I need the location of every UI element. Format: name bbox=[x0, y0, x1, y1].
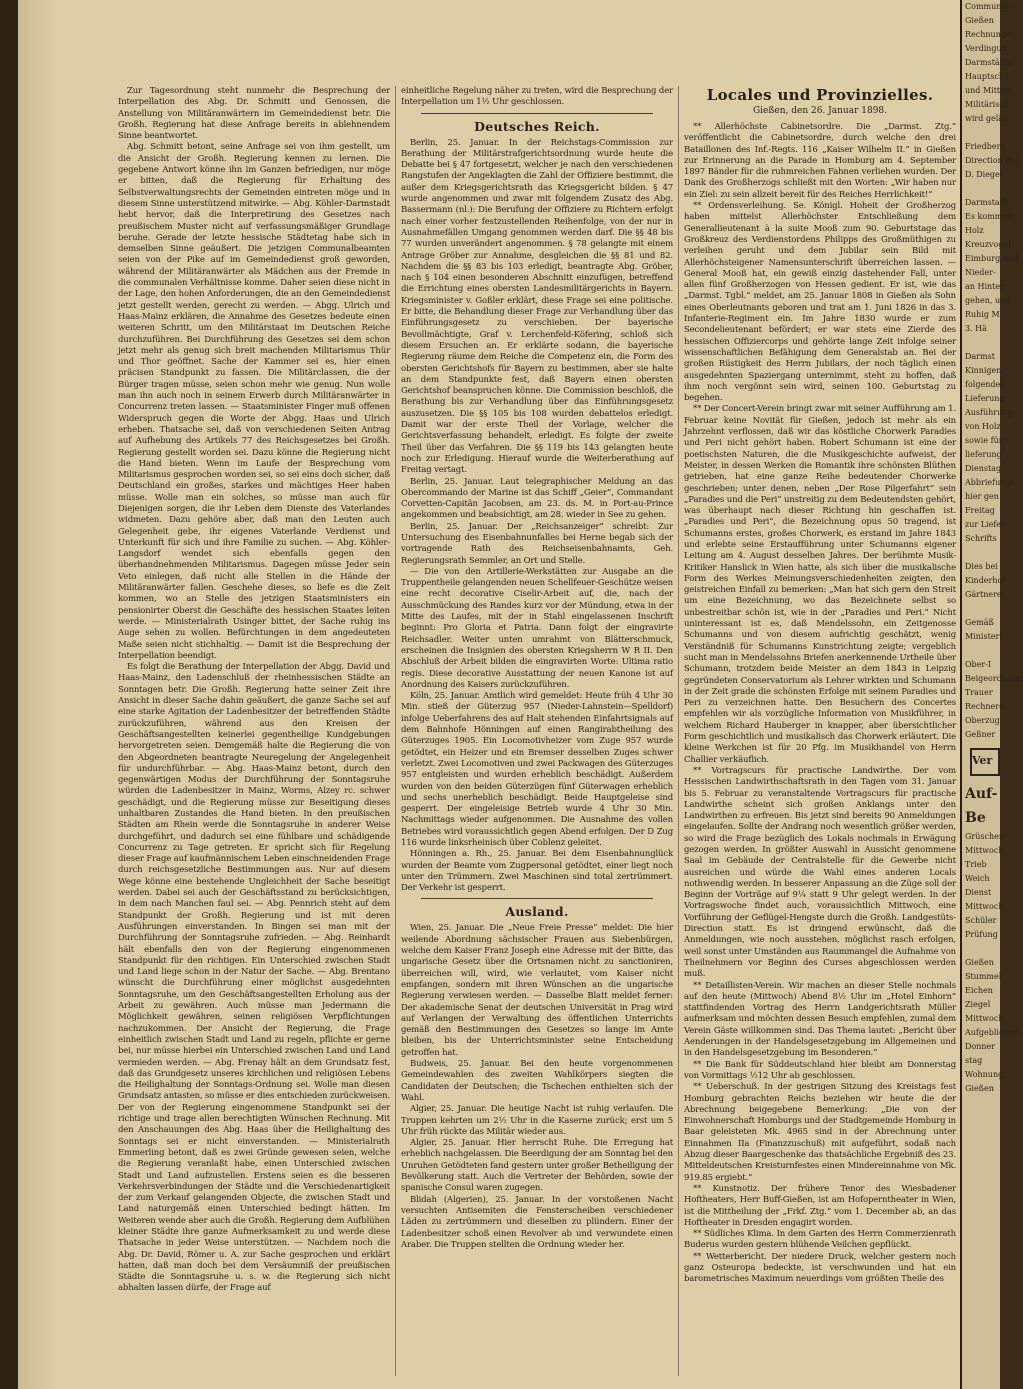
next-page-fragment: Trieb bbox=[965, 860, 987, 869]
next-page-fragment: Kinnigen bbox=[965, 366, 1002, 375]
next-page-fragment: Eichen bbox=[965, 986, 993, 995]
next-page-fragment: gehen, und bbox=[965, 296, 1011, 305]
section-heading-ausland: Ausland. bbox=[505, 904, 569, 920]
local-news-item: ** Kunstnotiz. Der frühere Tenor des Wiesbadener Hoftheaters, Herr Buff-Gießen, ist am Hofoperntheater in Wien, ist die Mittheilung der „Frkf. Ztg.“ vom 1. December ab, an das Hoftheater in Dresden engagirt worden. bbox=[684, 1183, 956, 1228]
next-page-fragment: Stummel bbox=[965, 972, 1002, 981]
news-item: Budweis, 25. Januar. Bei den heute vorgenommenen Gemeindewahlen des zweiten Wahlkörpers siegten die Candidaten der Deutschen; die Tschechen enthielten sich der Wahl. bbox=[401, 1059, 673, 1103]
next-page-fragment: lieferung bbox=[965, 450, 1002, 459]
next-page-fragment bbox=[962, 942, 1000, 956]
next-page-fragment: Mittwoch bbox=[965, 902, 1004, 911]
dateline: Gießen, den 26. Januar 1898. bbox=[752, 106, 888, 116]
next-page-fragment: Darmst bbox=[965, 352, 995, 361]
news-item: Hönningen a. Rh., 25. Januar. Bei dem Eisenbahnunglück wurden der Beamte vom Zugpersonal getödtet, einer liegt noch unter den Trümmern. Zwei Maschinen sind total zertrümmert. Der Verkehr ist gesperrt. bbox=[401, 849, 673, 894]
next-page-fragment: 3. Hä bbox=[965, 324, 987, 333]
news-item: Berlin, 25. Januar. Der „Reichsanzeiger“ schreibt: Zur Untersuchung des Eisenbahnunfalles bei Herne begab sich der vortragende Rath des Reichseisenbahnamts, Geh. Regierungsrath Semmler, an Ort und Stelle. bbox=[401, 521, 673, 566]
book-binding-edge bbox=[0, 0, 18, 1389]
next-page-fragment: Trauer bbox=[965, 688, 993, 697]
local-news-item: ** Die Bank für Süddeutschland hier bleibt am Donnerstag von Vormittags ½12 Uhr ab geschlossen. bbox=[684, 1059, 956, 1081]
section-heading-locales: Locales und Provinzielles. bbox=[706, 86, 934, 104]
next-page-fragment: Schüler bbox=[965, 916, 997, 925]
next-page-fragment: sowie für bbox=[965, 436, 1003, 445]
next-page-fragment: Aufgeblieben bbox=[965, 1028, 1019, 1037]
next-page-fragment: Donner bbox=[965, 1042, 996, 1051]
news-item: — Die von den Artillerie-Werkstätten zur Ausgabe an die Truppentheile gelangenden neuen Schellfeuer-Geschütze weisen eine recht decorative Ciselir-Arbeit auf, die, nach der Ausschmückung des Randes kurz vor der Mündung, etwa in der Mitte des Laufes, mit der in Stahl eingelassenen Inschrift beginnt: Pro Gloria et Patria. Dann folgt der eingravirte Reichsadler. Weiter unten umrahmt von Blätterschmuck, erscheinen die Insignien des obersten Kriegsherrn W R II. Den Abschluß der Arbeit bilden die eingravirten Worte: Ultima ratio regis. Diese decorative Ausstattung der neuen Kanone ist auf Anordnung des Kaisers zurückzuführen. bbox=[401, 566, 673, 690]
next-page-fragment: Gemäß bbox=[965, 618, 994, 627]
next-page-fragment: Gießen bbox=[965, 16, 994, 25]
column-reich-ausland bbox=[401, 86, 673, 1251]
column-rule bbox=[395, 86, 396, 1376]
next-page-fragment: Ruhig M bbox=[965, 310, 1000, 319]
news-item: Algier, 25. Januar. Hier herrscht Ruhe. Die Erregung hat erheblich nachgelassen. Die Beerdigung der am Sonntag bei den Unruhen Getödteten fand gestern unter großer Betheiligung der Bevölkerung statt. Auch die Vertreter der Behörden, sowie der spanische Consul waren zugegen. bbox=[401, 1138, 673, 1194]
next-page-fragment: Holz bbox=[965, 226, 984, 235]
next-page-fragment: Grüschen bbox=[965, 832, 1004, 841]
next-page-fragment: Freitag bbox=[965, 506, 995, 515]
local-news-item: ** Südliches Klima. In dem Garten des Herrn Commerzienrath Buderus wurden gestern blühende Veilchen gepflückt. bbox=[684, 1229, 956, 1251]
next-page-fragment: Darmstadt bbox=[965, 198, 1009, 207]
next-page-fragment: Rechnerei bbox=[965, 702, 1007, 711]
column-landtag bbox=[118, 86, 390, 1295]
next-page-fragment: Prüfung bbox=[965, 930, 998, 939]
local-news-item: ** Wetterbericht. Der niedere Druck, welcher gestern noch ganz Osteuropa bedeckte, ist verschwunden und hat ein barometrisches Maximum neuerdings vom größten Theile des bbox=[684, 1251, 956, 1285]
next-page-fragment: Verdingun bbox=[965, 44, 1007, 53]
next-page-fragment: Dies bei bbox=[965, 562, 998, 571]
next-page-edge bbox=[962, 0, 1023, 1389]
next-page-fragment: Ober-I bbox=[965, 660, 992, 669]
news-item: Wien, 25. Januar. Die „Neue Freie Presse“ meldet: Die hier weilende Abordnung sächsischer Frauen aus Siebenbürgen, welche dem Kaiser Franz Joseph eine Adresse mit der Bitte, das ungarische Gesetz über die Ortsnamen nicht zu sanctioniren, überreichen will, wird, wie verlautet, vom Kaiser nicht empfangen, sondern mit ihren Wünschen an die ungarische Regierung verwiesen werden. — Dasselbe Blatt meldet ferner: Der akademische Senat der deutschen Universität in Prag wird auf Verlangen der Verwaltung des öffentlichen Unterrichts gemäß den Bestimmungen des Gesetzes so lange im Amte bleiben, bis der Unterrichtsminister seine Entscheidung getroffen hat. bbox=[401, 923, 673, 1058]
next-page-fragment: Gießen bbox=[965, 958, 994, 967]
news-item: Berlin, 25. Januar. Laut telegraphischer Meldung an das Obercommando der Marine ist das Schiff „Geier“, Commandant Corvetten-Capitän Jacobsen, am 23. ds. M. in Port-au-Prince angekommen und beabsichtigt, am 28. wieder in See zu gehen. bbox=[401, 476, 673, 521]
next-page-fragment: Militärisch bbox=[965, 100, 1009, 109]
next-page-fragment: Dienstag bbox=[965, 464, 1002, 473]
next-page-fragment: Communal- bbox=[965, 2, 1012, 11]
next-page-fragment: Geßner bbox=[965, 730, 996, 739]
next-page-fragment: Lieferung bbox=[965, 394, 1005, 403]
local-news-item: ** Ueberschuß. In der gestrigen Sitzung des Kreistags fest Homburg gebrachten Reichs beziehen wir heute die der Abrechnung beigegebene Bemerkung: „Die von der Einwohnerschaft Homburgs und der Stadtgemeinde Homburg in Baar geleisteten Mk. 4965 sind in der Abrechnung unter Einnahmen IIa (Finanzzuschuß) mit aufgeführt, sodaß nach Abzug dieser Baargeschenke das thatsächliche Ergebniß des 23. Mitteldeutschen Kreisturnfestes einen Mindereinnahme von Mk. 919.85 ergiebt.“ bbox=[684, 1082, 956, 1183]
next-page-fragment bbox=[962, 546, 1000, 560]
next-page-fragment: Beigeordneter bbox=[965, 674, 1023, 683]
article-paragraph: Zur Tagesordnung steht nunmehr die Besprechung der Interpellation des Abg. Dr. Schmitt und Genossen, die Anstellung von Militäranwärtern im Gemeindedienst betr. Die Großh. Regierung hat diese Anfrage bereits in ablehnendem Sinne beantwortet. bbox=[118, 86, 390, 142]
next-page-fragment: Ziegel bbox=[965, 1000, 991, 1009]
next-page-fragment: Hauptschü bbox=[965, 72, 1010, 81]
next-page-fragment bbox=[962, 126, 1000, 140]
local-news-item: ** Allerhöchste Cabinetsordre. Die „Darmst. Ztg.“ veröffentlicht die Cabinetsordre, durch welche den drei Bataillonen des Inf.-Regts. 116 „Kaiser Wilhelm II.“ in Gießen zur Erinnerung an die Parade in Homburg am 4. September 1897 Bänder für die ruhmreichen Fahnen verliehen wurden. Der Dank des Großherzogs schließt mit den Worten: „Wir haben nur ein Ziel: zu sein allzeit bereit für des Reiches Herrlichkeit!“ bbox=[684, 122, 956, 200]
section-divider bbox=[421, 898, 653, 899]
news-item: Berlin, 25. Januar. In der Reichstags-Commission zur Berathung der Militärstrafgerichtsordnung wurde heute die Debatte bei § 47 fortgesetzt, welcher je nach den verschiedenen Rangstufen der Angeklagten die Zahl der Offiziere bestimmt, die außer dem Kriegsgerichtsrath das Kriegsgericht bilden. § 47 wurde angenommen und zwar mit folgendem Zusatz des Abg. Bassermann (nl.): Die Berufung der Offiziere zu Richtern erfolgt nach einer vorher festzustellenden Reihenfolge, von der nur in Ausnahmefällen Umgang genommen werden darf. Die §§ 48 bis 77 wurden unverändert angenommen. § 78 gelangte mit einem Antrage Gröber zur Annahme, desgleichen die §§ 81 und 82. Nachdem die §§ 83 bis 103 erledigt, beantragte Abg. Gröber, nach § 104 einen besonderen Abschnitt einzufügen, betreffend die Errichtung eines obersten Landesmilitärgerichts in Bayern. Kriegsminister v. Goßler erklärt, diese Frage sei eine politische. Er bitte, die Behandlung dieser Frage zur Verhandlung über das Einführungsgesetz zu verschieben. Der bayerische Bevollmächtigte, Graf v. Lerchenfeld-Köfering, schloß sich diesem Ersuchen an. Er erklärte sodann, die bayerische Regierung räume dem Reiche die Competenz ein, die Form des obersten Gerichtshofs für Bayern zu bestimmen, aber sie halte an dem Standpunkte fest, daß Bayern einen obersten Gerichtshof beanspruchen könne. Die Commission beschloß, die Berathung bis zur Verhandlung über das Einführungsgesetz auszusetzen. Die §§ 105 bis 108 wurden debattelos erledigt. Damit war der erste Theil der Vorlage, welcher die Gerichtsverfassung behandelt, erledigt. Es folgte der zweite Theil über das Verfahren. Die §§ 119 bis 143 gelangten heute noch zur Erledigung. Hierauf wurde die Weiterberathung auf Freitag vertagt. bbox=[401, 137, 673, 476]
next-page-fragment: Wohnung bbox=[965, 1070, 1004, 1079]
next-page-ad-heading: Auf- bbox=[965, 786, 998, 802]
next-page-fragment: Mittwoch bbox=[965, 846, 1004, 855]
next-page-fragment: zur Liefer bbox=[965, 520, 1005, 529]
next-page-fragment: Eimburg und bbox=[965, 254, 1019, 263]
local-news-item: ** Vortragscurs für practische Landwirthe. Der vom Hessischen Landwirthschaftsrath in den Tagen vom 31. Januar bis 5. Februar zu veranstaltende Vortragscurs für practische Landwirthe scheint sich großen Anklangs unter den Landwirthen zu erfreuen. Bis jetzt sind bereits 90 Anmeldungen eingelaufen. Sollte der Andrang noch wesentlich größer werden, so wird die Frage bezüglich des Lokals nochmals in Erwägung gezogen werden. In größter Auswahl in Aussicht genommene Saal im Gebäude der Centralstelle für die Gewerbe nicht ausreichen und würde die Wahl eines anderen Locals nothwendig werden. In besserer Anpassung an die Züge soll der Beginn der Vorträge auf 9¼ statt 9 Uhr gelegt werden. In der Vortragswoche findet auch, voraussichtlich Mittwoch, eine Vorführung der Geflügel-Hengste durch die Großh. Landgestüts-Direction statt. Es ist dringend erwünscht, daß die Anmeldungen, wie noch ausstehen, möglichst rasch erfolgen, weil sonst unter Umständen aus Raummangel die Aufnahme von Theilnehmern vor Beginn des Curses abgeschlossen werden muß. bbox=[684, 765, 956, 980]
next-page-fragment: Ministeri bbox=[965, 632, 1002, 641]
section-divider bbox=[421, 113, 653, 114]
news-item: Blidah (Algerien), 25. Januar. In der vorstoßenen Nacht versuchten Antisemiten die Fensterscheiben verschiedener Läden zu zertrümmern und dieselben zu plündern. Einer der Ladenbesitzer schoß einen Revolver ab und verwundete einen Araber. Die Truppen stellten die Ordnung wieder her. bbox=[401, 1194, 673, 1250]
next-page-fragment bbox=[962, 336, 1000, 350]
next-page-fragment: Weich bbox=[965, 874, 990, 883]
next-page-fragment: Gießen bbox=[965, 1084, 994, 1093]
next-page-fragment: Rechnungs bbox=[965, 30, 1011, 39]
newspaper-page bbox=[18, 0, 960, 1389]
next-page-fragment: Oberzug bbox=[965, 716, 1000, 725]
next-page-fragment: D. Diegel bbox=[965, 170, 1003, 179]
next-page-fragment: hier gen bbox=[965, 492, 999, 501]
next-page-fragment: Darmstädte bbox=[965, 58, 1013, 67]
news-item: Algier, 25. Januar. Die heutige Nacht ist ruhig verlaufen. Die Truppen kehrten um 2½ Uhr in die Kaserne zurück; erst um 5 Uhr früh rückte das Militär wieder aus. bbox=[401, 1104, 673, 1137]
next-page-fragment: Gärtnerei bbox=[965, 590, 1005, 599]
next-page-fragment: Mittwoch bbox=[965, 1014, 1004, 1023]
next-page-fragment: Kreuzvogel bbox=[965, 240, 1011, 249]
next-page-fragment: und Mittwo bbox=[965, 86, 1012, 95]
local-news-item: ** Ordensverleihung. Se. Königl. Hoheit der Großherzog haben mittelst Allerhöchster Entschließung dem Generallieutenant à la suite Mooß zum 90. Geburtstage das Großkreuz des Verdienstordens Philipps des Großmüthigen zu verleihen geruht und dem Jubilar sein Bild mit Allerhöchsteigener Namensunterschrift überreichen lassen. — General Mooß hat, ein gewiß einzig dastehender Fall, unter allen fünf Großherzogen von Hessen gedient. Er ist, wie das „Darmst. Tgbl.“ meldet, am 25. Januar 1808 in Gießen als Sohn eines Oberleutnants geboren und trat am 1. Juni 1826 in das 3. Infanterie-Regiment ein. Im Jahre 1830 wurde er zum Secondelieutenant befördert; er war stets eine Zierde des hessischen Offiziercorps und gehörte lange Zeit infolge seiner wissenschaftlichen Befähigung dem Generalstab an. Bei der großen Rüstigkeit des Herrn Jubilars, der noch täglich einen ausgedehnten Spaziergang unternimmt, steht zu hoffen, daß ihm noch vergönnt sein wird, seinen 100. Geburtstag zu begehen. bbox=[684, 201, 956, 404]
next-page-fragment: Es kommen bbox=[965, 212, 1013, 221]
next-page-fragment bbox=[962, 602, 1000, 616]
next-page-fragment: folgenden bbox=[965, 380, 1006, 389]
next-page-fragment: Kinderhof bbox=[965, 576, 1006, 585]
next-page-fragment: Abbriefungs bbox=[965, 478, 1015, 487]
next-page-fragment bbox=[962, 182, 1000, 196]
next-page-fragment: Dienst bbox=[965, 888, 992, 897]
column-rule bbox=[678, 86, 679, 1376]
news-item: Köln, 25. Januar. Amtlich wird gemeldet: Heute früh 4 Uhr 30 Min. stieß der Güterzug 957 (Nieder-Lahnstein—Spelldorf) infolge Ueberfahrens des auf Halt stehenden Einfahrtsignals auf dem Bahnhofe Hönningen auf einen Rangirabtheilung des Güterzuges 1905. Ein Locomotivheizer vom Zuge 957 wurde getödtet, ein Heizer und ein Bremser desselben Zuges schwer verletzt. Zwei Locomotiven und zwei Packwagen des Güterzuges 957 entgleisten und wurden erheblich beschädigt. Außerdem wurden von den beiden Güterzügen fünf Güterwagen erheblich und sechs unerheblich beschädigt. Beide Hauptgeleise sind gesperrt. Der eingeleisige Betrieb wurde 4 Uhr 30 Min. Nachmittags wieder aufgenommen. Die Ausnahme des vollen Betriebes wird voraussichtlich gegen Abend erfolgen. Der D Zug 116 wurde linksrheinisch über Coblenz geleitet. bbox=[401, 691, 673, 848]
next-page-text-bottom bbox=[962, 830, 1019, 1096]
next-page-fragment: Ausführung bbox=[965, 408, 1013, 417]
column-locales bbox=[684, 86, 956, 1286]
next-page-fragment: an Hinter bbox=[965, 282, 1004, 291]
next-page-fragment: wird geläu bbox=[965, 114, 1009, 123]
local-news-item: ** Detaillisten-Verein. Wir machen an dieser Stelle nochmals auf den heute (Mittwoch) Abend 8½ Uhr im „Hotel Einhorn“ stattfindenden Vortrag des Herrn Landgerichtsrath Müller aufmerksam und möchten dessen Besuch empfehlen, zumal dem Verein Gäste willkommen sind. Das Thema lautet: „Bericht über Aenderungen in der Handelsgesetzgebung im Allgemeinen und in den Handelsgesetzgebung im Besonderen.“ bbox=[684, 980, 956, 1059]
article-paragraph: Es folgt die Berathung der Interpellation der Abgg. David und Haas-Mainz, den Ladenschluß der rheinhessischen Städte an Sonntagen betr. Die Großh. Regierung hatte seiner Zeit ihre Ansicht in dieser Sache dahin geäußert, die ganze Sache sei auf eine starke Agitation der Ladenbesitzer der betreffenden Städte zurückzuführen, während aus den Kreisen der Geschäftsangestellten keinerlei gegentheilige Kundgebungen hervorgetreten seien. Demgemäß halte die Regierung die von den Abgeordneten beantragte Neuregelung der Angelegenheit für undurchführbar. — Abg. Haas-Mainz betont, durch den gegenwärtigen Modus der Durchführung der Sonntagsruhe würden die Ladenbesitzer in Mainz, Worms, Alzey rc. schwer geschädigt, und die Regierung müsse zur Beseitigung dieses unhaltbaren Zustandes die Hand bieten. In den preußischen Städten am Rhein werde die Sonntagsruhe in anderer Weise durchgeführt, und dadurch sei eine fühlbare und schädigende Concurrenz zu Tage getreten. Er spricht sich für Regelung dieser Frage auf kaufmännischem Leben einschneidenden Frage durch reichsgesetzliche Bestimmungen aus. Nur auf diesem Wege könne eine bestehende Ungleichheit der Sache beseitigt werden. Dabei sei auch der Geschäftsstand zu berücksichtigen, in dem nach Manchen faul sei. — Abg. Pennrich steht auf dem Standpunkt der Großh. Regierung und ist mit deren Ausführungen einverstanden. In Bingen sei man mit der Durchführung der Sonntagsruhe zufrieden. — Abg. Reinhardt hält ebenfalls den von der Regierung eingenommenen Standpunkt für den richtigen. Ein Unterschied zwischen Stadt und Land liege schon in der Natur der Sache. — Abg. Brentano wünscht die Durchführung einer möglichst ausgedehnten Sonntagsruhe, um den Geschäftsangestellten Erholung aus der Arbeit zu gewähren. Auch müsse man Jedermann die Möglichkeit gewähren, seinen religiösen Verpflichtungen nachzukommen. Der Ansicht der Regierung, die Frage einheitlich zwischen Stadt und Land zu regeln, pflichte er gerne bei, nur müsse hierbei ein Unterschied zwischen Land und Land vermieden werden. — Abg. Frenay hält an dem Grundsatz fest, daß das Grundgesetz unseres kirchlichen und religiösen Lebens die Heilighaltung der Sonntags-Ordnung sei. Wolle man diesen Grundsatz antasten, so müsse er dies entschieden zurückweisen. Der von der Regierung eingenommene Standpunkt sei der richtige und trage allen berechtigten Wünschen Rechnung. Mit den Anschauungen des Abg. Haas über die Heilighaltung des Sonntags sei er nicht einverstanden. — Ministerialrath Emmerling betont, daß es zwei Gründe gewesen seien, welche die Regierung veranlaßt habe, einen Unterschied zwischen Stadt und Land aufzustellen. Erstens seien es die besseren Verkehrsverbindungen der Städte und die Verschiedenartigkeit der zum Verkauf gelangenden Objecte, die zwischen Stadt und Land naturgemäß einen Unterschied bedingt hätten. Im Weiteren wende aber auch die Großh. Regierung dem Aufblühen kleiner Städte ihre ganze Aufmerksamkeit zu und werde diese Thatsache in jeder Weise unterstützen. — Nachdem noch die Abg. Dr. David, Römer u. A. zur Sache gesprochen und erklärt hatten, daß man doch bei dem Versäumniß der preußischen Städte die Sonntagsruhe u. s. w. die Regierung sich nicht abhalten lassen dürfe, der Frage auf bbox=[118, 662, 390, 1294]
article-paragraph: Abg. Schmitt betont, seine Anfrage sei von ihm gestellt, um die Ansicht der Großh. Regierung kennen zu lernen. Die gegebene Antwort könne ihn im Ganzen befriedigen, nur möge er bitten, daß die Regierung für Erhaltung des Selbstverwaltungsrechts der Gemeinden eintreten möge und in diesem Sinne unterstützend mitwirke. — Abg. Köhler-Darmstadt hebt hervor, daß die Interpretirung des Gesetzes nach preußischem Muster nicht auf verfassungsmäßiger Grundlage beruhe. Gerade der letzte hessische Städtetag habe sich in demselben Sinne geäußert. Die jetzigen Communalbeamten seien von der Pike auf im Gemeindedienst groß geworden, während der Militäranwärter als Mädchen aus der Fremde in die communalen Verhältnisse komme. Daher seien diese nicht in der Lage, den hohen Anforderungen, die an den Gemeindedienst jetzt gestellt werden, gerecht zu werden. — Abgg. Ulrich und Haas-Mainz erklären, die Annahme des Gesetzes bedeute einen weiteren Schritt, um den Militärstaat im Deutschen Reiche durchzuführen. Bei Durchführung des Gesetzes sei dem schon jetzt mehr als genug sich breit machenden Militarismus Thür und Thor geöffnet. Sache der Kammer sei es, hier einen präcisen Standpunkt zu fassen. Die Militärclassen, die der Bürger tragen müsse, seien schon mehr wie genug. Nun wolle man ihn auch noch in seinem Erwerb durch Militäranwärter in Concurrenz treten lassen. — Staatsminister Finger muß offenen Widerspruch gegen die Worte der Abgg. Haas und Ulrich erheben. Thatsache sei, daß von verschiedenen Seiten Antrag auf Aufhebung des Artikels 77 des Reichsgesetzes bei Großh. Regierung gestellt worden sei. Dazu könne die Regierung nicht die Hand bieten. Wenn im Laufe der Besprechung vom Militarismus gesprochen worden sei, so sei eins doch sicher, daß Deutschland ein großes, starkes und mächtiges Heer haben müsse. Wolle man ein solches, so müsse man auch für Diejenigen sorgen, die ihr Leben dem Dienste des Vaterlandes widmeten. Dazu gehöre aber, daß man den Leuten auch Gelegenheit gebe, ihr eigenes Vaterlande Verdienst und Unterkunft für sich und ihre Familie zu suchen. — Abg. Köhler-Langsdorf wendet sich ebenfalls gegen den überhandnehmenden Militarismus. Dagegen müsse Jeder sein Veto einlegen, daß nicht alle Stellen in die Hände der Militäranwärter fallen. Geschehe dieses, so liefe es die Zeit kommen, wo an Stelle des jetzigen Staatsministers ein pensionirter Oberst die Geschäfte des hessischen Staates leiten werde. — Ministerialrath Usinger bittet, der Sache ruhig ins Auge sehen zu wollen. Befürchtungen in dem angedeuteten Maße seien nicht stichhaltig. — Damit ist die Besprechung der Interpellation beendigt. bbox=[118, 142, 390, 661]
next-page-text-top bbox=[962, 0, 1023, 742]
next-page-boxed-ad: Ver bbox=[970, 748, 1000, 776]
next-page-ad-heading: Be bbox=[965, 810, 986, 826]
section-heading-deutsches-reich: Deutsches Reich. bbox=[474, 118, 600, 134]
next-page-fragment: Friedberg bbox=[965, 142, 1006, 151]
next-page-fragment bbox=[962, 644, 1000, 658]
local-news-item: ** Der Concert-Verein bringt zwar mit seiner Aufführung am 1. Februar keine Novität für Gießen, jedoch ist mehr als ein Jahrzehnt verflossen, daß wir das köstliche Chorwerk Paradies und Peri nicht gehört haben. Robert Schumann ist eine der poetischsten Naturen, die die Musikgeschichte aufweist, der Meister, in dessen Werken die Romantik ihre schönsten Blüthen getrieben, hat eine ganze Reihe bedeutender Chorwerke geschrieben; unter denen, neben „Der Rose Pilgerfahrt“ sein „Paradies und die Peri“ unstreitig zu dem Bedeutendsten gehört, was überhaupt nach dieser Richtung hin geschaffen ist. „Paradies und Peri“, die Bezeichnung opus 50 tragend, ist Schumanns erstes, großes Chorwerk, es erstand im Jahre 1843 und erlebte seine Erstaufführung unter Schumanns eigener Leitung am 4. August desselben Jahres. Der berühmte Musik-Kritiker Hanslick in Wien hatte, als sich über die musikalische Form des Werkes Meinungsverschiedenheiten zeigten, den geistreichen Einfall zu bemerken: „Man hat sich gern den Streit um eine Bezeichnung, wo das Bezeichnete selbst so unbestreitbar schön ist, wie in der „Paradies und Peri.“ Nicht uninteressant ist es, daß Mendelssohn, ein Zeitgenosse Schumanns und von diesem aufrichtig geschätzt, wenig Verständniß für Schumanns Kunstrichtung zeigte; vergeblich sucht man in Mendelssohns Briefen anerkennende Urtheile über Schumann, trotzdem beide Meister an dem 1843 in Leipzig gegründeten Conservatorium als Lehrer wirkten und Schumann in der Zeit grade die schönsten Erfolge mit seinem Paradies und Peri zu verzeichnen hatte. Den Besuchern des Concertes empfehlen wir als vorzügliche Information von Musikführer, in welchem Richard Hauberger in knapper, aber übersichtlicher Form geschichtlich und musikalisch das Chorwerk erläutert. Die kleine Werkchen ist für 20 Pfg. im Musikhandel von Herrn Challier verkäuflich. bbox=[684, 404, 956, 765]
next-page-fragment: Direction des bbox=[965, 156, 1020, 165]
next-page-fragment: Nieder- bbox=[965, 268, 996, 277]
next-page-fragment: von Holz bbox=[965, 422, 1001, 431]
article-paragraph: einheitliche Regelung näher zu treten, wird die Besprechung der Interpellation um 1½ Uhr geschlossen. bbox=[401, 86, 673, 108]
next-page-fragment: Schrifts bbox=[965, 534, 997, 543]
next-page-fragment: stag bbox=[965, 1056, 983, 1065]
